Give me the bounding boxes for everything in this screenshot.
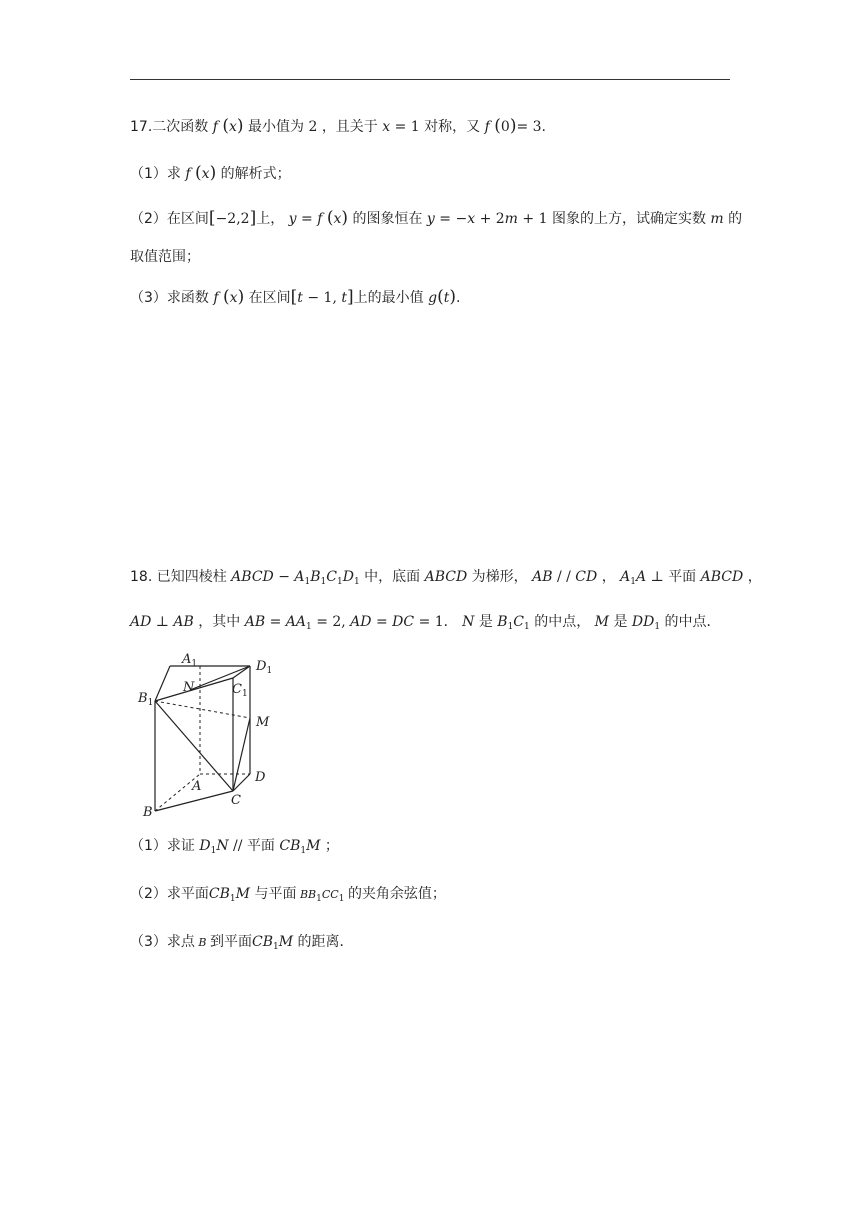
- math-prism: ABCD − $A_1B_1C_1D_1$: [226, 569, 360, 587]
- math-ad-perp-ab: AD ⊥ AB: [130, 614, 199, 630]
- math-n: N: [457, 614, 479, 630]
- math-fx: f (x): [180, 163, 217, 183]
- label-a1: $A_1$: [182, 652, 198, 669]
- p18-number: 18.: [130, 569, 153, 585]
- label-n: N: [183, 680, 195, 695]
- math-y-eq-fx: y = f (x): [284, 208, 349, 228]
- edge-b1a1: [155, 666, 170, 701]
- edge-cm: [233, 718, 250, 791]
- label-c: C: [231, 793, 241, 808]
- math-m-point: M: [590, 614, 614, 630]
- p17-part3: （3）求函数 f (x) 在区间[t − 1, t]上的最小值 g(t).: [130, 287, 461, 307]
- math-a1a-perp: $A_1A$ ⊥: [615, 569, 664, 587]
- p18-part2: （2）求平面$CB_1M$ 与平面 $BB_1CC_1$ 的夹角余弦值；: [130, 886, 446, 904]
- math-line-eq: y = −x + 2m + 1: [422, 211, 548, 227]
- label-b1: $B_1$: [138, 691, 154, 708]
- edge-b1c: [155, 701, 233, 791]
- math-bb1cc1: $BB_1CC_1$: [296, 888, 345, 904]
- math-d1n: $D_1N$ //: [194, 838, 243, 856]
- p17-part1: （1）求 f (x) 的解析式；: [130, 163, 291, 183]
- math-cb1m: $CB_1M$: [274, 838, 325, 856]
- math-abcd: ABCD: [696, 569, 748, 585]
- edge-b1m-hidden: [155, 701, 250, 718]
- math-cb1m: $CB_1M$: [252, 934, 298, 952]
- prism-figure: [130, 646, 280, 818]
- math-interval: [−2,2]: [208, 208, 257, 228]
- math-dd1: $DD_1$: [627, 614, 661, 632]
- label-d1: $D_1$: [256, 659, 273, 676]
- math-gt: g(t): [423, 287, 456, 307]
- math-b1c1: $B_1C_1$: [492, 614, 530, 632]
- math-lengths: AB = $AA_1 = 2$, AD = DC = 1: [240, 614, 444, 632]
- label-c1: $C_1$: [232, 682, 248, 699]
- label-d: D: [255, 770, 266, 785]
- p17-number: 17.: [130, 119, 153, 135]
- header-rule: [130, 79, 730, 80]
- math-2: 2: [304, 119, 322, 135]
- math-x-eq-1: x = 1: [377, 119, 420, 135]
- math-cb1m: $CB_1M$: [208, 886, 255, 904]
- p18-part1: （1）求证 $D_1N$ // 平面 $CB_1M$ ；: [130, 838, 339, 856]
- math-m: m: [705, 211, 729, 227]
- p18-statement: 18. 已知四棱柱 ABCD − $A_1B_1C_1D_1$ 中，底面 ABCD 为梯形， AB / / CD ， $A_1A$ ⊥ 平面 ABCD ，: [130, 569, 762, 587]
- label-m: M: [256, 715, 270, 730]
- p18-statement-line2: AD ⊥ AB ，其中 AB = $AA_1 = 2$, AD = DC = 1． N 是 $B_1C_1$ 的中点， M 是 $DD_1$ 的中点．: [130, 614, 721, 632]
- math-ab-par-cd: AB / / CD: [527, 569, 602, 585]
- label-b: B: [143, 805, 153, 818]
- math-interval-t: [t − 1, t]: [290, 287, 354, 307]
- math-fx: f (x): [208, 116, 244, 136]
- math-f0-eq-3: f (0)= 3: [480, 116, 542, 136]
- edge-bc: [155, 791, 233, 811]
- math-abcd: ABCD: [420, 569, 472, 585]
- label-a: A: [192, 779, 202, 794]
- p17-statement: 17.二次函数 f (x) 最小值为 2 ，且关于 x = 1 对称，又 f (0)= 3.: [130, 116, 546, 136]
- p17-part2-line2: 取值范围；: [130, 249, 200, 265]
- math-b: B: [194, 936, 210, 949]
- math-fx: f (x): [208, 287, 245, 307]
- p17-part2: （2）在区间[−2,2]上， y = f (x) 的图象恒在 y = −x + 2m + 1 图象的上方，试确定实数 m 的: [130, 208, 743, 228]
- p18-part3: （3）求点 B 到平面$CB_1M$ 的距离．: [130, 934, 354, 952]
